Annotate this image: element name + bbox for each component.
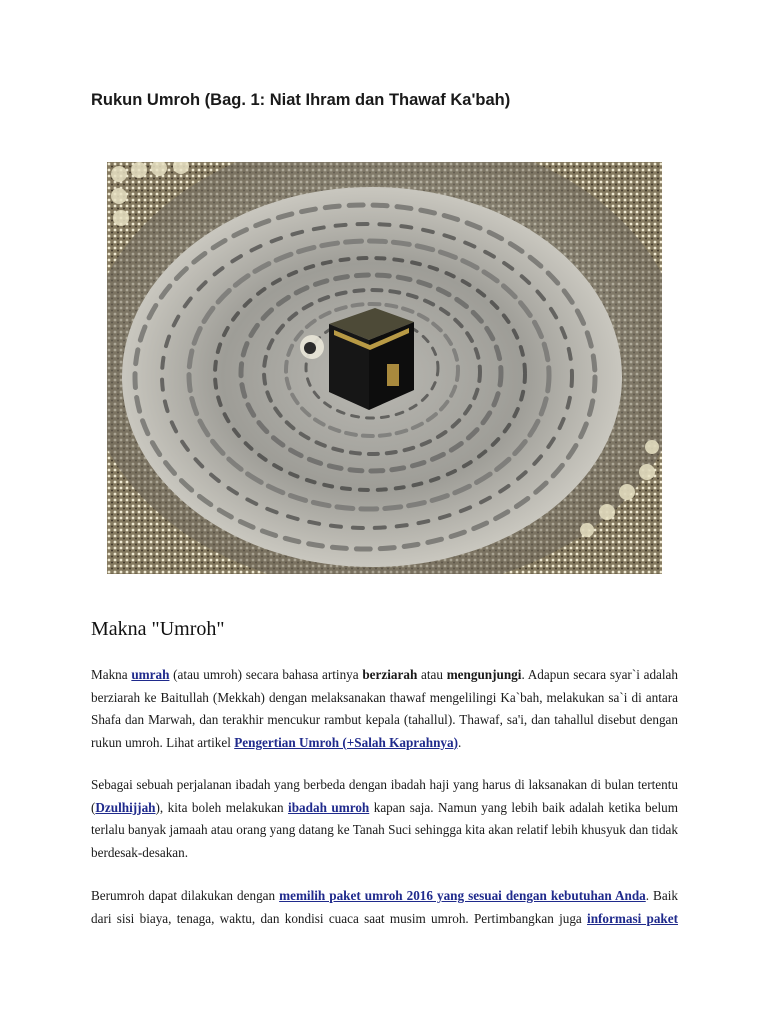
text-run: atau <box>417 667 447 682</box>
text-run: . Baik dari sisi biaya, tenaga, waktu, dan kondisi cuaca saat musim umroh. Pertimbangkan juga <box>91 888 678 926</box>
paragraph-berumroh <box>91 885 678 930</box>
link-umrah[interactable]: umrah <box>131 667 170 682</box>
text-run: (atau umroh) secara bahasa artinya <box>169 667 363 682</box>
paragraph-makna-umroh <box>91 664 678 754</box>
link-informasi-paket[interactable]: informasi paket <box>587 910 679 926</box>
text-run: Sebagai sebuah perjalanan ibadah yang berbeda dengan ibadah haji yang harus di laksanakan di bulan tertentu ( <box>91 777 678 815</box>
text-run: . Adapun secara syar`i adalah berziarah ke Baitullah (Mekkah) dengan melaksanakan thawaf mengelilingi Ka`bah, melakukan sa`i di antara Shafa dan Marwah, dan terakhir mencukur rambut kepala (tahallul). Thawaf, sa'i, dan tahallul disebut dengan rukun umroh. Lihat artikel <box>91 667 679 750</box>
text-run: Makna <box>91 667 132 682</box>
text-run: kapan saja. Namun yang lebih baik adalah ketika belum terlalu banyak jamaah atau orang yang datang ke Tanah Suci sehingga kita akan relatif lebih khusyuk dan tidak berdesak-desakan. <box>91 799 678 860</box>
section-heading: Makna "Umroh" <box>91 618 225 640</box>
link-pengertian-umroh[interactable]: Pengertian Umroh (+Salah Kaprahnya) <box>234 734 458 750</box>
link-dzulhijjah[interactable]: Dzulhijjah <box>95 799 156 815</box>
bold-mengunjungi: mengunjungi <box>446 667 522 682</box>
bold-berziarah: berziarah <box>362 667 418 682</box>
page-title: Rukun Umroh (Bag. 1: Niat Ihram dan Thawaf Ka'bah) <box>91 91 511 109</box>
kaaba-photo <box>107 162 662 574</box>
link-memilih-paket[interactable]: memilih paket umroh 2016 yang sesuai dengan kebutuhan Anda <box>279 888 646 903</box>
text-run: Berumroh dapat dilakukan dengan <box>91 888 280 903</box>
paragraph-perjalanan-ibadah <box>91 774 678 864</box>
text-run: ), kita boleh melakukan <box>155 799 289 815</box>
link-ibadah-umroh[interactable]: ibadah umroh <box>288 799 370 815</box>
text-run: . <box>457 734 462 750</box>
